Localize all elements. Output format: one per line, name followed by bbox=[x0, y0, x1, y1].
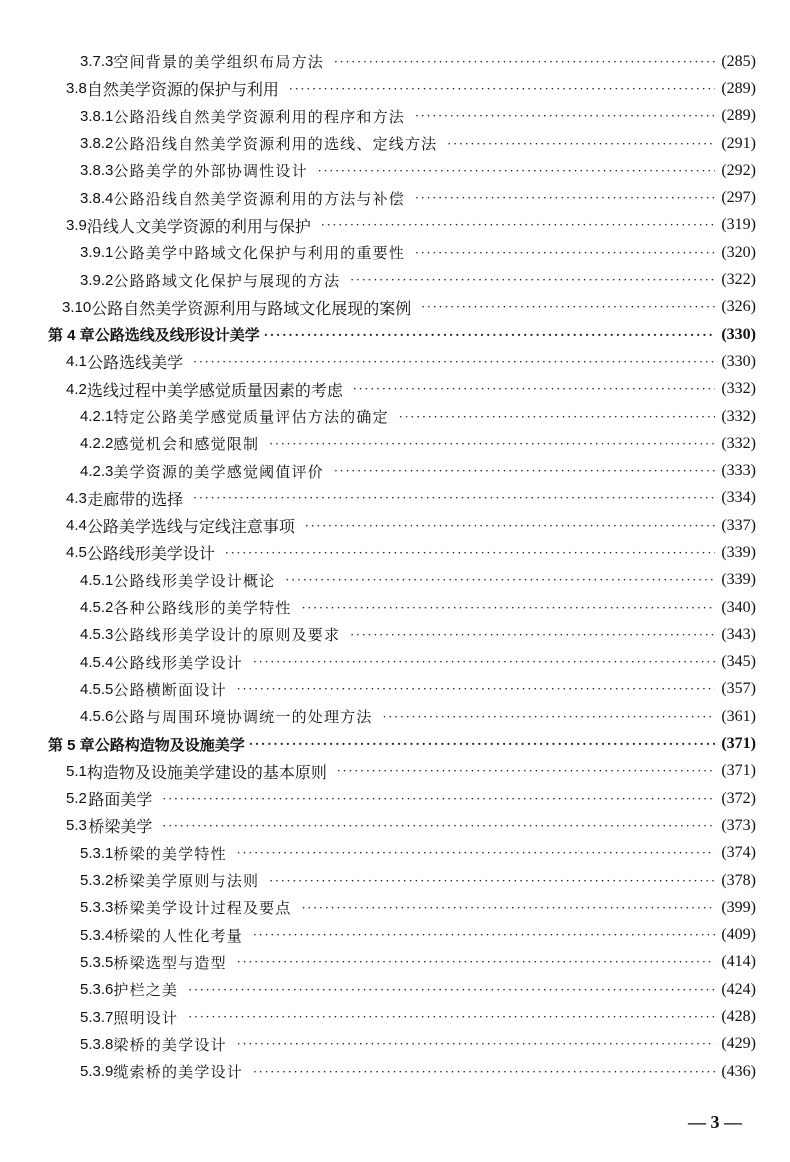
dot-leader bbox=[249, 736, 716, 752]
entry-number: 4.5.2 bbox=[80, 599, 114, 617]
entry-title: 公路沿线自然美学资源利用的选线、定线方法 bbox=[113, 135, 438, 154]
dot-leader bbox=[253, 1064, 715, 1080]
toc-subsection-entry bbox=[0, 1031, 790, 1058]
entry-page-number: (285) bbox=[721, 52, 756, 70]
entry-page-number: (373) bbox=[721, 816, 756, 834]
toc-section-entry bbox=[0, 212, 790, 239]
entry-number: 5.3.3 bbox=[80, 899, 114, 917]
toc-section-entry bbox=[0, 376, 790, 403]
entry-title: 公路沿线自然美学资源利用的程序和方法 bbox=[113, 107, 405, 126]
entry-page-number: (371) bbox=[721, 762, 756, 780]
entry-title: 桥梁美学 bbox=[88, 817, 153, 837]
entry-page-number: (320) bbox=[721, 243, 756, 261]
entry-number: 3.8.4 bbox=[80, 189, 114, 207]
dot-leader bbox=[415, 245, 715, 261]
entry-page-number: (330) bbox=[721, 352, 756, 370]
entry-number: 3.7.3 bbox=[80, 53, 114, 71]
entry-title: 感觉机会和感觉限制 bbox=[113, 435, 260, 454]
entry-number: 5.3.7 bbox=[80, 1008, 114, 1026]
entry-number: 5.3.8 bbox=[80, 1035, 114, 1053]
entry-title: 公路美学的外部协调性设计 bbox=[113, 162, 308, 181]
entry-page-number: (372) bbox=[721, 789, 756, 807]
entry-page-number: (340) bbox=[721, 598, 756, 616]
dot-leader bbox=[193, 490, 715, 506]
dot-leader bbox=[334, 463, 715, 479]
toc-subsection-entry bbox=[0, 48, 790, 75]
dot-leader bbox=[383, 709, 716, 725]
dot-leader bbox=[237, 1036, 716, 1052]
entry-page-number: (339) bbox=[721, 543, 756, 561]
toc-subsection-entry bbox=[0, 130, 790, 157]
entry-title: 桥梁选型与造型 bbox=[113, 953, 227, 972]
dot-leader bbox=[237, 954, 716, 970]
dot-leader bbox=[162, 791, 715, 807]
toc-subsection-entry bbox=[0, 103, 790, 130]
dot-leader bbox=[415, 190, 715, 206]
toc-subsection-entry bbox=[0, 266, 790, 293]
entry-number: 3.8 bbox=[66, 80, 87, 98]
entry-title: 桥梁美学原则与法则 bbox=[113, 872, 260, 891]
toc-subsection-entry bbox=[0, 703, 790, 730]
dot-leader bbox=[337, 763, 715, 779]
entry-number: 5.3.9 bbox=[80, 1063, 114, 1081]
entry-number: 4.2.1 bbox=[80, 408, 114, 425]
toc-chapter-entry bbox=[0, 730, 790, 757]
toc-subsection-entry bbox=[0, 594, 790, 621]
dot-leader bbox=[269, 873, 715, 889]
entry-number: 5.3.1 bbox=[80, 844, 114, 862]
entry-page-number: (409) bbox=[721, 926, 756, 944]
entry-title: 桥梁的人性化考量 bbox=[113, 926, 243, 945]
entry-title: 空间背景的美学组织布局方法 bbox=[113, 53, 324, 72]
entry-title: 公路美学选线与定线注意事项 bbox=[86, 517, 295, 537]
toc-subsection-entry bbox=[0, 567, 790, 594]
entry-number: 4.3 bbox=[66, 489, 87, 507]
entry-page-number: (378) bbox=[721, 871, 756, 889]
toc-section-entry bbox=[0, 485, 790, 512]
dot-leader bbox=[253, 927, 715, 943]
toc-subsection-entry bbox=[0, 976, 790, 1003]
entry-number: 5.3.6 bbox=[80, 981, 114, 999]
entry-page-number: (332) bbox=[721, 380, 756, 398]
entry-page-number: (414) bbox=[721, 953, 756, 971]
dot-leader bbox=[415, 108, 715, 124]
entry-title: 公路选线美学 bbox=[87, 353, 184, 373]
toc-subsection-entry bbox=[0, 867, 790, 894]
entry-number: 第 4 章 bbox=[48, 327, 95, 345]
entry-title: 梁桥的美学设计 bbox=[113, 1035, 227, 1054]
toc-subsection-entry bbox=[0, 1003, 790, 1030]
entry-page-number: (332) bbox=[721, 434, 756, 452]
dot-leader bbox=[285, 572, 715, 588]
toc-subsection-entry bbox=[0, 894, 790, 921]
toc-subsection-entry bbox=[0, 403, 790, 430]
entry-page-number: (357) bbox=[721, 680, 756, 698]
dot-leader bbox=[305, 518, 715, 534]
dot-leader bbox=[350, 627, 715, 643]
entry-title: 选线过程中美学感觉质量因素的考虑 bbox=[86, 380, 343, 400]
dot-leader bbox=[237, 845, 716, 861]
toc-subsection-entry bbox=[0, 649, 790, 676]
dot-leader bbox=[353, 381, 715, 397]
entry-page-number: (424) bbox=[721, 980, 756, 998]
toc-section-entry bbox=[0, 348, 790, 375]
entry-title: 公路线形美学设计 bbox=[113, 653, 243, 672]
entry-number: 4.2.2 bbox=[80, 435, 114, 453]
entry-title: 公路构造物及设施美学 bbox=[94, 735, 245, 754]
entry-title: 公路自然美学资源利用与路域文化展现的案例 bbox=[91, 298, 412, 318]
entry-title: 公路选线及线形设计美学 bbox=[94, 326, 260, 345]
dot-leader bbox=[302, 900, 716, 916]
page-number: — 3 — bbox=[688, 1112, 742, 1132]
entry-title: 公路路域文化保护与展现的方法 bbox=[113, 271, 341, 290]
entry-title: 桥梁的美学特性 bbox=[113, 844, 227, 863]
entry-page-number: (429) bbox=[721, 1035, 756, 1053]
dot-leader bbox=[447, 136, 715, 152]
toc-section-entry bbox=[0, 294, 790, 321]
toc-subsection-entry bbox=[0, 184, 790, 211]
entry-page-number: (289) bbox=[721, 107, 756, 125]
table-of-contents bbox=[0, 48, 790, 1085]
entry-page-number: (326) bbox=[721, 298, 756, 316]
toc-subsection-entry bbox=[0, 430, 790, 457]
entry-number: 4.5.1 bbox=[80, 571, 114, 589]
entry-page-number: (436) bbox=[721, 1062, 756, 1080]
entry-number: 3.8.2 bbox=[80, 135, 114, 153]
entry-title: 构造物及设施美学建设的基本原则 bbox=[86, 762, 327, 782]
toc-section-entry bbox=[0, 758, 790, 785]
entry-page-number: (339) bbox=[721, 571, 756, 589]
entry-title: 桥梁美学设计过程及要点 bbox=[113, 899, 292, 918]
dot-leader bbox=[253, 654, 715, 670]
entry-title: 自然美学资源的保护与利用 bbox=[86, 80, 279, 100]
entry-number: 5.3.5 bbox=[80, 953, 114, 971]
entry-number: 5.3 bbox=[66, 817, 87, 835]
dot-leader bbox=[264, 327, 716, 343]
toc-section-entry bbox=[0, 512, 790, 539]
toc-subsection-entry bbox=[0, 457, 790, 484]
entry-page-number: (428) bbox=[721, 1008, 756, 1026]
entry-page-number: (337) bbox=[721, 516, 756, 534]
dot-leader bbox=[421, 299, 715, 315]
dot-leader bbox=[188, 1009, 715, 1025]
entry-page-number: (332) bbox=[721, 407, 756, 425]
toc-subsection-entry bbox=[0, 840, 790, 867]
dot-leader bbox=[188, 982, 715, 998]
entry-page-number: (345) bbox=[721, 653, 756, 671]
dot-leader bbox=[334, 54, 715, 70]
entry-number: 3.9.1 bbox=[80, 244, 114, 262]
entry-number: 4.4 bbox=[66, 517, 87, 535]
dot-leader bbox=[350, 272, 715, 288]
entry-page-number: (371) bbox=[721, 735, 756, 753]
entry-page-number: (343) bbox=[721, 625, 756, 643]
toc-section-entry bbox=[0, 75, 790, 102]
entry-title: 公路沿线自然美学资源利用的方法与补偿 bbox=[113, 189, 405, 208]
entry-title: 特定公路美学感觉质量评估方法的确定 bbox=[113, 408, 389, 426]
entry-number: 4.1 bbox=[66, 353, 87, 371]
entry-number: 4.5.3 bbox=[80, 626, 114, 644]
toc-chapter-entry bbox=[0, 321, 790, 348]
entry-title: 护栏之美 bbox=[113, 981, 179, 1000]
entry-number: 4.5.6 bbox=[80, 708, 114, 726]
dot-leader bbox=[225, 545, 715, 561]
entry-title: 公路与周围环境协调统一的处理方法 bbox=[113, 708, 373, 727]
entry-page-number: (399) bbox=[721, 898, 756, 916]
entry-number: 4.5.4 bbox=[80, 653, 114, 671]
entry-title: 公路线形美学设计的原则及要求 bbox=[113, 626, 341, 645]
dot-leader bbox=[318, 163, 716, 179]
toc-subsection-entry bbox=[0, 922, 790, 949]
entry-number: 3.8.1 bbox=[80, 107, 114, 125]
entry-page-number: (291) bbox=[721, 134, 756, 152]
entry-page-number: (333) bbox=[721, 462, 756, 480]
entry-page-number: (334) bbox=[721, 489, 756, 507]
entry-page-number: (292) bbox=[721, 161, 756, 179]
entry-page-number: (297) bbox=[721, 189, 756, 207]
toc-subsection-entry bbox=[0, 621, 790, 648]
toc-subsection-entry bbox=[0, 949, 790, 976]
entry-number: 第 5 章 bbox=[48, 736, 95, 754]
entry-page-number: (322) bbox=[721, 271, 756, 289]
entry-page-number: (319) bbox=[721, 216, 756, 234]
entry-number: 3.9.2 bbox=[80, 271, 114, 289]
entry-number: 4.2 bbox=[66, 380, 87, 398]
entry-page-number: (374) bbox=[721, 844, 756, 862]
entry-number: 5.1 bbox=[66, 762, 87, 780]
entry-number: 3.9 bbox=[66, 216, 87, 234]
entry-title: 美学资源的美学感觉阈值评价 bbox=[113, 462, 324, 481]
entry-number: 4.2.3 bbox=[80, 462, 114, 480]
entry-title: 各种公路线形的美学特性 bbox=[113, 599, 292, 618]
entry-page-number: (289) bbox=[721, 79, 756, 97]
toc-subsection-entry bbox=[0, 157, 790, 184]
entry-number: 4.5 bbox=[66, 544, 87, 562]
toc-subsection-entry bbox=[0, 1058, 790, 1085]
entry-title: 缆索桥的美学设计 bbox=[113, 1063, 243, 1082]
dot-leader bbox=[237, 681, 716, 697]
entry-title: 公路线形美学设计概论 bbox=[113, 571, 276, 590]
entry-title: 公路线形美学设计 bbox=[86, 544, 215, 564]
entry-number: 5.3.2 bbox=[80, 872, 114, 890]
entry-title: 路面美学 bbox=[88, 790, 153, 810]
entry-title: 公路美学中路域文化保护与利用的重要性 bbox=[113, 244, 405, 263]
entry-title: 公路横断面设计 bbox=[113, 680, 227, 699]
entry-number: 3.8.3 bbox=[80, 162, 114, 180]
dot-leader bbox=[289, 81, 715, 97]
dot-leader bbox=[193, 354, 715, 370]
dot-leader bbox=[269, 436, 715, 452]
toc-subsection-entry bbox=[0, 676, 790, 703]
toc-section-entry bbox=[0, 785, 790, 812]
entry-page-number: (361) bbox=[721, 707, 756, 725]
entry-number: 3.10 bbox=[62, 298, 92, 316]
entry-number: 5.3.4 bbox=[80, 926, 114, 944]
entry-number: 5.2 bbox=[66, 790, 87, 808]
entry-page-number: (330) bbox=[721, 325, 756, 343]
entry-title: 走廊带的选择 bbox=[87, 489, 184, 509]
entry-number: 4.5.5 bbox=[80, 680, 114, 698]
dot-leader bbox=[399, 409, 716, 425]
entry-title: 照明设计 bbox=[113, 1008, 179, 1027]
dot-leader bbox=[302, 600, 716, 616]
toc-section-entry bbox=[0, 539, 790, 566]
dot-leader bbox=[162, 818, 715, 834]
dot-leader bbox=[321, 217, 715, 233]
toc-subsection-entry bbox=[0, 239, 790, 266]
toc-section-entry bbox=[0, 812, 790, 839]
entry-title: 沿线人文美学资源的利用与保护 bbox=[86, 216, 311, 236]
